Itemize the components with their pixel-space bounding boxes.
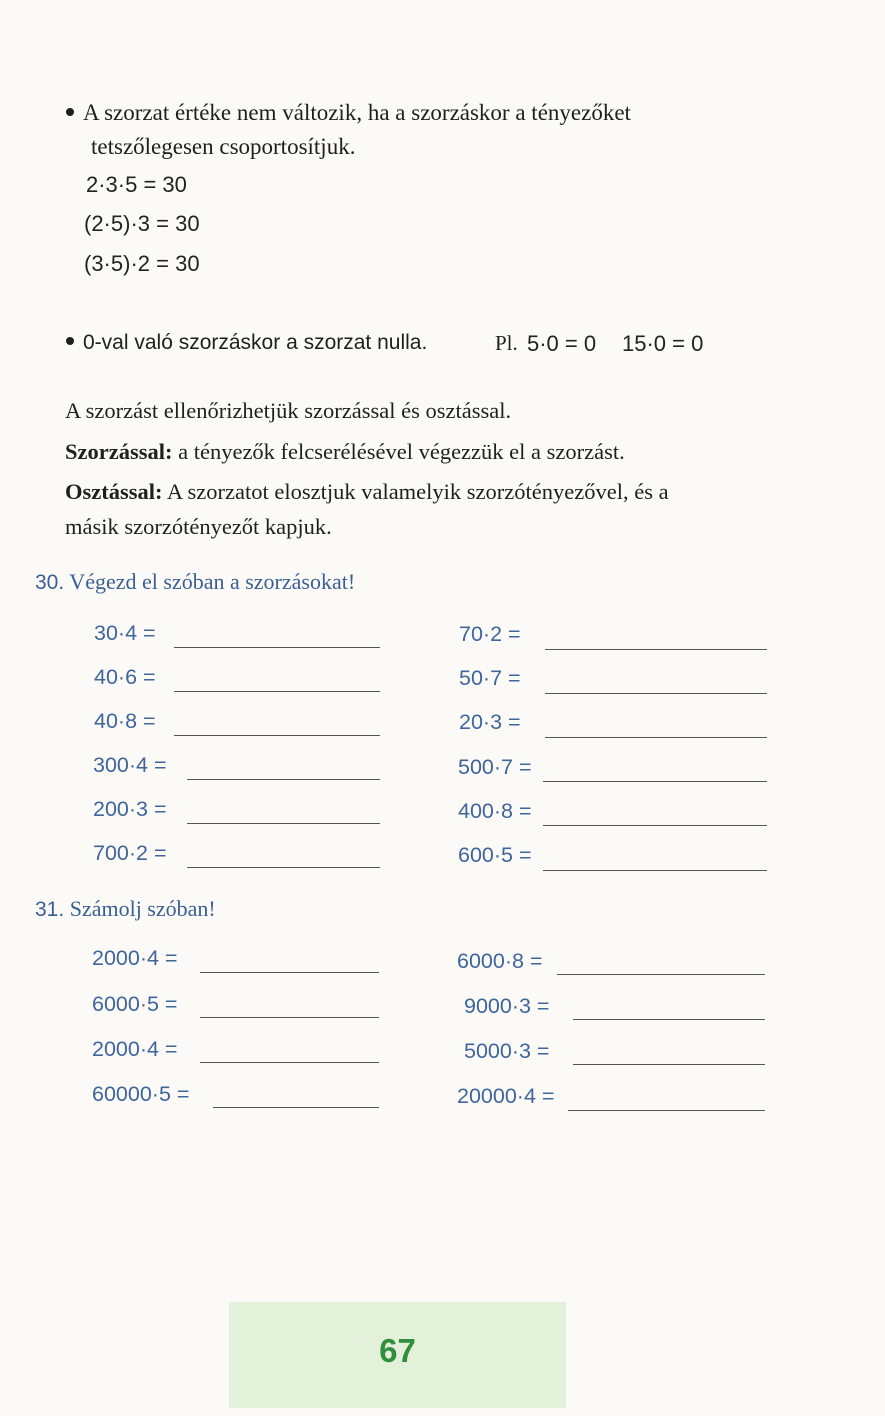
mult-label: Szorzással: — [65, 439, 173, 464]
exercise-30-heading — [35, 569, 355, 595]
answer-line[interactable] — [545, 649, 767, 650]
zero-example-1: 5·0 = 0 — [527, 331, 597, 356]
zero-example-2: 15·0 = 0 — [622, 331, 704, 356]
div-check — [65, 474, 800, 544]
answer-line[interactable] — [187, 823, 380, 824]
task-31-left-3: 2000·4 = — [92, 1037, 178, 1061]
zero-rule-text: 0-val való szorzáskor a szorzat nulla. — [83, 331, 428, 354]
exercise-31-heading — [35, 896, 216, 922]
task-31-right-4: 20000·4 = — [457, 1084, 555, 1108]
task-30-right-1: 70·2 = — [459, 622, 521, 646]
exercise-title: Számolj szóban! — [64, 896, 216, 921]
answer-line[interactable] — [543, 870, 767, 871]
bullet-icon — [66, 108, 74, 116]
mult-check — [65, 434, 625, 469]
answer-line[interactable] — [213, 1107, 379, 1108]
task-30-right-3: 20·3 = — [459, 710, 521, 734]
task-30-right-5: 400·8 = — [458, 799, 532, 823]
div-label: Osztással: — [65, 479, 163, 504]
rule-text-line1: A szorzat értéke nem változik, ha a szorzáskor a tényezőket — [83, 100, 631, 125]
answer-line[interactable] — [174, 735, 380, 736]
answer-line[interactable] — [543, 825, 767, 826]
task-30-left-3: 40·8 = — [94, 709, 156, 733]
equation-2: (2·5)·3 = 30 — [84, 211, 200, 236]
answer-line[interactable] — [200, 972, 379, 973]
div-text-line1: A szorzatot elosztjuk valamelyik szorzótényezővel, és a — [162, 479, 669, 504]
task-30-right-2: 50·7 = — [459, 666, 521, 690]
answer-line[interactable] — [187, 867, 380, 868]
bullet-icon — [66, 337, 74, 345]
exercise-title: Végezd el szóban a szorzásokat! — [64, 569, 356, 594]
answer-line[interactable] — [200, 1062, 379, 1063]
answer-line[interactable] — [174, 647, 380, 648]
zero-rule-pl: Pl. — [495, 331, 518, 355]
task-31-right-2: 9000·3 = — [464, 994, 550, 1018]
associative-rule — [66, 100, 631, 126]
answer-line[interactable] — [573, 1019, 765, 1020]
answer-line[interactable] — [557, 974, 765, 975]
zero-rule — [66, 329, 427, 355]
page-footer — [229, 1302, 566, 1408]
task-31-right-1: 6000·8 = — [457, 949, 543, 973]
task-31-left-2: 6000·5 = — [92, 992, 178, 1016]
task-30-left-1: 30·4 = — [94, 621, 156, 645]
task-30-left-2: 40·6 = — [94, 665, 156, 689]
answer-line[interactable] — [174, 691, 380, 692]
answer-line[interactable] — [545, 693, 767, 694]
task-31-right-3: 5000·3 = — [464, 1039, 550, 1063]
answer-line[interactable] — [568, 1110, 765, 1111]
answer-line[interactable] — [573, 1064, 765, 1065]
answer-line[interactable] — [543, 781, 767, 782]
answer-line[interactable] — [187, 779, 380, 780]
task-31-left-4: 60000·5 = — [92, 1082, 190, 1106]
equation-3: (3·5)·2 = 30 — [84, 251, 200, 276]
task-30-right-6: 600·5 = — [458, 843, 532, 867]
equation-1: 2·3·5 = 30 — [86, 172, 187, 197]
exercise-number: 30. — [35, 571, 65, 594]
rule-text-line2: tetszőlegesen csoportosítjuk. — [91, 134, 356, 159]
task-30-right-4: 500·7 = — [458, 755, 532, 779]
answer-line[interactable] — [200, 1017, 379, 1018]
exercise-number: 31. — [35, 898, 65, 921]
task-31-left-1: 2000·4 = — [92, 946, 178, 970]
page-number: 67 — [379, 1332, 416, 1369]
answer-line[interactable] — [545, 737, 767, 738]
check-intro: A szorzást ellenőrizhetjük szorzással és osztással. — [65, 398, 512, 423]
task-30-left-5: 200·3 = — [93, 797, 167, 821]
div-text-line2: másik szorzótényezőt kapjuk. — [65, 514, 332, 539]
task-30-left-4: 300·4 = — [93, 753, 167, 777]
mult-text: a tényezők felcserélésével végezzük el a szorzást. — [172, 439, 625, 464]
task-30-left-6: 700·2 = — [93, 841, 167, 865]
